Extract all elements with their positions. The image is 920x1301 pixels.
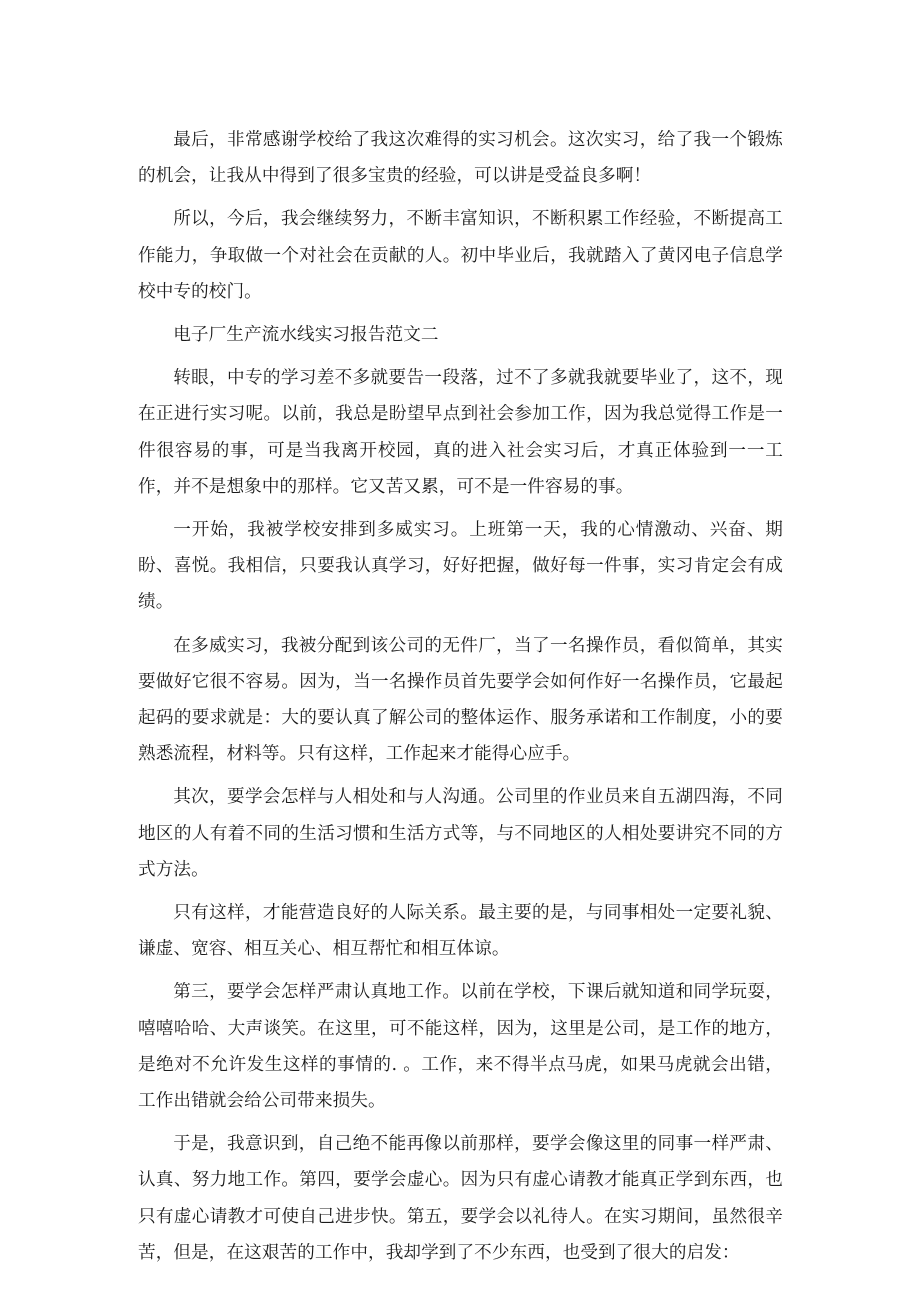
paragraph-first-day: 一开始，我被学校安排到多威实习。上班第一天，我的心情激动、兴奋、期盼、喜悦。我相信，只要我认真学习，好好把握，做好每一件事，实习肯定会有成绩。 [138,520,783,613]
paragraph-future: 所以，今后，我会继续努力，不断丰富知识，不断积累工作经验，不断提高工作能力，争取做一个对社会在贡献的人。初中毕业后，我就踏入了黄冈电子信息学校中专的校门。 [138,209,783,302]
paragraph-thanks: 最后，非常感谢学校给了我这次难得的实习机会。这次实习，给了我一个锻炼的机会，让我从中得到了很多宝贵的经验，可以讲是受益良多啊！ [138,130,783,187]
paragraph-communication: 其次，要学会怎样与人相处和与人沟通。公司里的作业员来自五湖四海，不同地区的人有着不同的生活习惯和生活方式等，与不同地区的人相处要讲究不同的方式方法。 [138,787,783,880]
section-heading: 电子厂生产流水线实习报告范文二 [173,325,439,346]
document-page [138,122,783,1278]
paragraph-lessons: 于是，我意识到，自己绝不能再像以前那样，要学会像这里的同事一样严肃、认真、努力地工作。第四，要学会虚心。因为只有虚心请教才能真正学到东西，也只有虚心请教才可使自己进步快。第五，要学会以礼待人。在实习期间，虽然很辛苦，但是，在这艰苦的工作中，我却学到了不少东西，也受到了很大的启发： [138,1134,783,1263]
paragraph-serious-work: 第三，要学会怎样严肃认真地工作。以前在学校，下课后就知道和同学玩耍，嘻嘻哈哈、大声谈笑。在这里，可不能这样，因为，这里是公司，是工作的地方，是绝对不允许发生这样的事情的. 。工作，来不得半点马虎，如果马虎就会出错，工作出错就会给公司带来损失。 [138,982,783,1112]
paragraph-operator: 在多威实习，我被分配到该公司的无件厂，当了一名操作员，看似简单，其实要做好它很不容易。因为，当一名操作员首先要学会如何作好一名操作员，它最起起码的要求就是：大的要认真了解公司的整体运作、服务承诺和工作制度，小的要熟悉流程，材料等。只有这样，工作起来才能得心应手。 [138,635,783,765]
paragraph-relations: 只有这样，才能营造良好的人际关系。最主要的是，与同事相处一定要礼貌、谦虚、宽容、相互关心、相互帮忙和相互体谅。 [138,903,783,960]
paragraph-intro: 转眼，中专的学习差不多就要告一段落，过不了多就我就要毕业了，这不，现在正进行实习呢。以前，我总是盼望早点到社会参加工作，因为我总觉得工作是一件很容易的事，可是当我离开校园，真的进入社会实习后，才真正体验到一一工作，并不是想象中的那样。它又苦又累，可不是一件容易的事。 [138,368,783,497]
